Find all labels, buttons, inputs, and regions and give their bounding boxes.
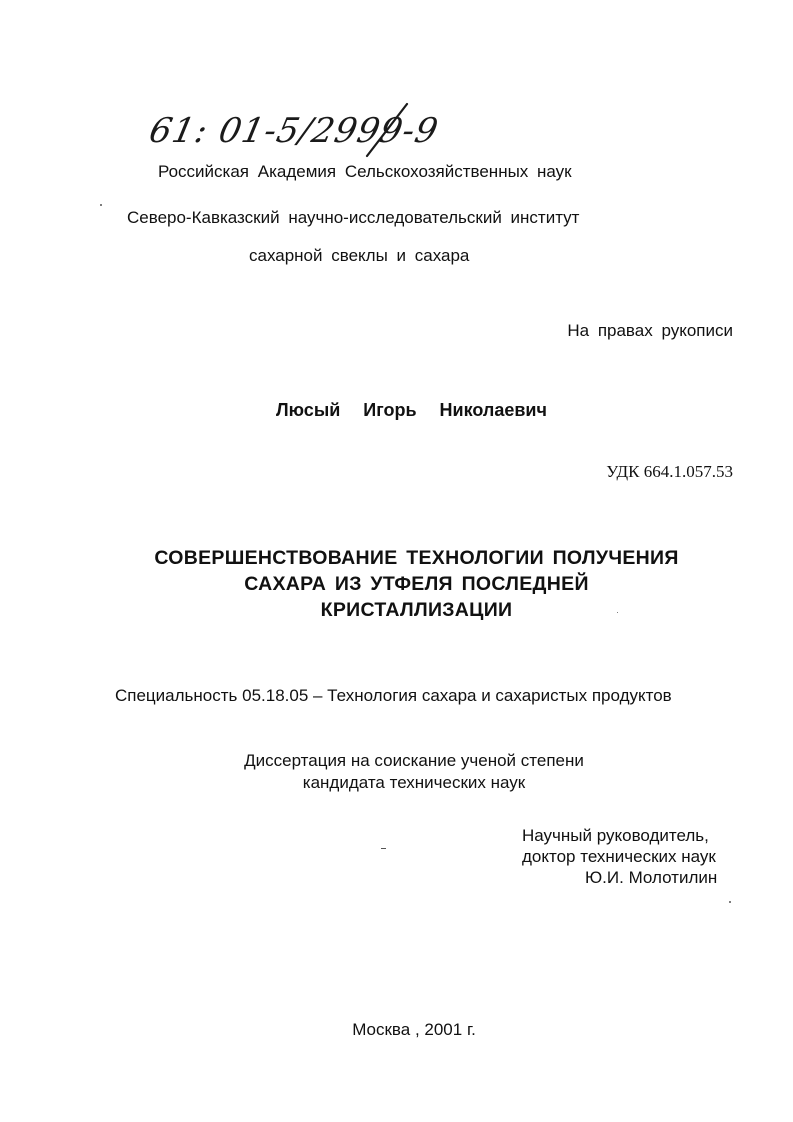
- supervisor-degree: доктор технических наук: [522, 847, 716, 866]
- degree-statement-line1: Диссертация на соискание ученой степени: [244, 751, 584, 770]
- title-line2: САХАРА ИЗ УТФЕЛЯ ПОСЛЕДНЕЙ: [244, 573, 589, 595]
- supervisor-name: Ю.И. Молотилин: [585, 868, 718, 887]
- handwritten-archive-code-text: 61: 01-5/2999-9: [145, 111, 443, 151]
- institute-name-line1: Северо-Кавказский научно-исследовательский институт: [127, 208, 580, 227]
- place-and-year: Москва , 2001 г.: [352, 1020, 476, 1039]
- degree-statement: [0, 750, 793, 794]
- title-line1: СОВЕРШЕНСТВОВАНИЕ ТЕХНОЛОГИИ ПОЛУЧЕНИЯ: [154, 547, 679, 569]
- supervisor-block: [522, 825, 717, 888]
- scan-speck: [100, 204, 102, 206]
- udk-code: УДК 664.1.057.53: [606, 462, 733, 481]
- scan-speck: [729, 901, 731, 903]
- author-name: Люсый Игорь Николаевич: [276, 400, 547, 420]
- title-line3: КРИСТАЛЛИЗАЦИИ: [320, 599, 513, 621]
- scan-speck: [617, 612, 618, 613]
- handwritten-archive-code: [145, 98, 515, 160]
- degree-statement-line2: кандидата технических наук: [302, 773, 526, 792]
- rights-notice: На правах рукописи: [567, 321, 733, 340]
- supervisor-role: Научный руководитель,: [522, 826, 709, 845]
- academy-name: Российская Академия Сельскохозяйственных наук: [158, 162, 572, 181]
- dissertation-title: [0, 545, 793, 623]
- institute-name-line2: сахарной свеклы и сахара: [249, 246, 470, 265]
- specialty-line: Специальность 05.18.05 – Технология сахара и сахаристых продуктов: [115, 686, 672, 705]
- scan-speck: [381, 848, 386, 849]
